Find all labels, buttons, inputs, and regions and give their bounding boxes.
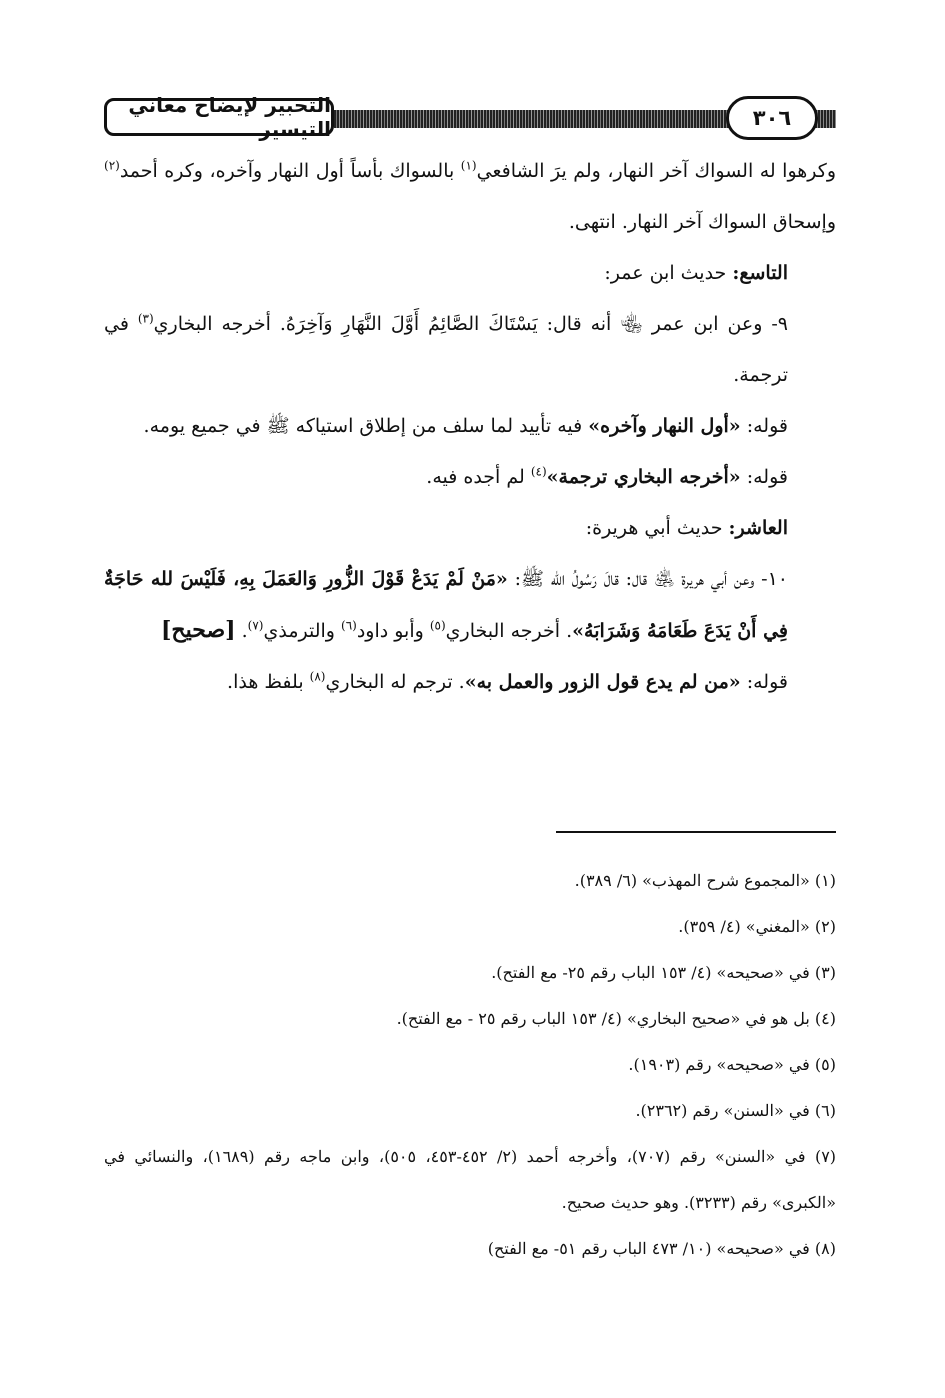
hadith-grade: [صحيح] [161,617,236,643]
header-decorative-band [334,110,766,128]
footnote-3: (٣) في «صحيحه» (٤/ ١٥٣ الباب رقم ٢٥- مع الفتح). [491,963,836,982]
main-text [104,146,836,708]
footnote-divider [556,831,836,833]
page-header [104,93,836,142]
footnote-6: (٦) في «السنن» رقم (٢٣٦٢). [635,1101,836,1120]
footnote-ref-1[interactable]: (١) [460,158,477,173]
footnote-ref-8[interactable]: (٨) [309,669,326,684]
page-number: ٣٠٦ [726,96,818,140]
footnote-8: (٨) في «صحيحه» (١٠/ ٤٧٣ الباب رقم ٥١- مع الفتح) [487,1239,836,1258]
footnote-7: (٧) في «السنن» رقم (٧٠٧)، وأخرجه أحمد (٢/ ٤٥٢-٤٥٣، ٥٠٥)، وابن ماجه رقم (١٦٨٩)، والنسائي في «الكبرى» رقم (٣٢٣٣). وهو حديث صحيح. [104,1147,837,1212]
paragraph-1: وكرهوا له السواك آخر النهار، ولم يرَ الشافعي$^{(١)}$ بالسواك بأساً أول النهار وآخره، وكره أحمد$^{(٢)}$ وإسحاق السواك آخر النهار. انتهى. [104,158,837,233]
footnote-ref-7[interactable]: (٧) [247,618,264,633]
footnote-ref-3[interactable]: (٣) [137,311,154,326]
footnote-5: (٥) في «صحيحه» رقم (١٩٠٣). [628,1055,836,1074]
footnote-2: (٢) «المغني» (٤/ ٣٥٩). [678,917,836,936]
footnote-4: (٤) بل هو في «صحيح البخاري» (٤/ ١٥٣ الباب رقم ٢٥ - مع الفتح). [396,1009,836,1028]
footnote-1: (١) «المجموع شرح المهذب» (٦/ ٣٨٩). [574,871,836,890]
footnotes [104,858,836,1272]
footnote-ref-5[interactable]: (٥) [429,618,446,633]
section-heading-10: العاشر: حديث أبي هريرة: [585,517,788,539]
footnote-ref-6[interactable]: (٦) [341,618,357,633]
book-title: التحبير لإيضاح معاني التيسير [104,98,334,136]
hadith-10: ١٠- وعن أبي هريرة ﵁ قال: قالَ رَسُولُ الله ﷺ: «مَنْ لَمْ يَدَعْ قَوْلَ الزُّورِ وَالعَمَلَ بِهِ، فَلَيْسَ لله حَاجَةٌ فِي أَنْ يَدَعَ طَعَامَهُ وَشَرَابَهُ». أخرجه البخاري$^{(٥)}$ وأبو داود$^{(٦)}$ والترمذي$^{(٧)}$. [صحيح] [104,568,788,643]
footnote-ref-2[interactable]: (٢) [104,158,120,173]
footnote-ref-4[interactable]: (٤) [530,464,547,479]
commentary-3: قوله: «من لم يدع قول الزور والعمل به». ترجم له البخاري$^{(٨)}$ بلفظ هذا. [227,669,788,693]
commentary-2: قوله: «أخرجه البخاري ترجمة»$^{(٤)}$ لم أجده فيه. [426,464,788,488]
section-heading-9: التاسع: حديث ابن عمر: [604,262,788,284]
hadith-9: ٩- وعن ابن عمر ﵄ أنه قال: يَسْتَاكَ الصَّائِمُ أَوَّلَ النَّهَارِ وَآخِرَهُ. أخرجه البخاري$^{(٣)}$ في ترجمة. [104,311,788,386]
commentary-1: قوله: «أول النهار وآخره» فيه تأييد لما سلف من إطلاق استياكه ﷺ في جميع يومه. [143,415,788,437]
